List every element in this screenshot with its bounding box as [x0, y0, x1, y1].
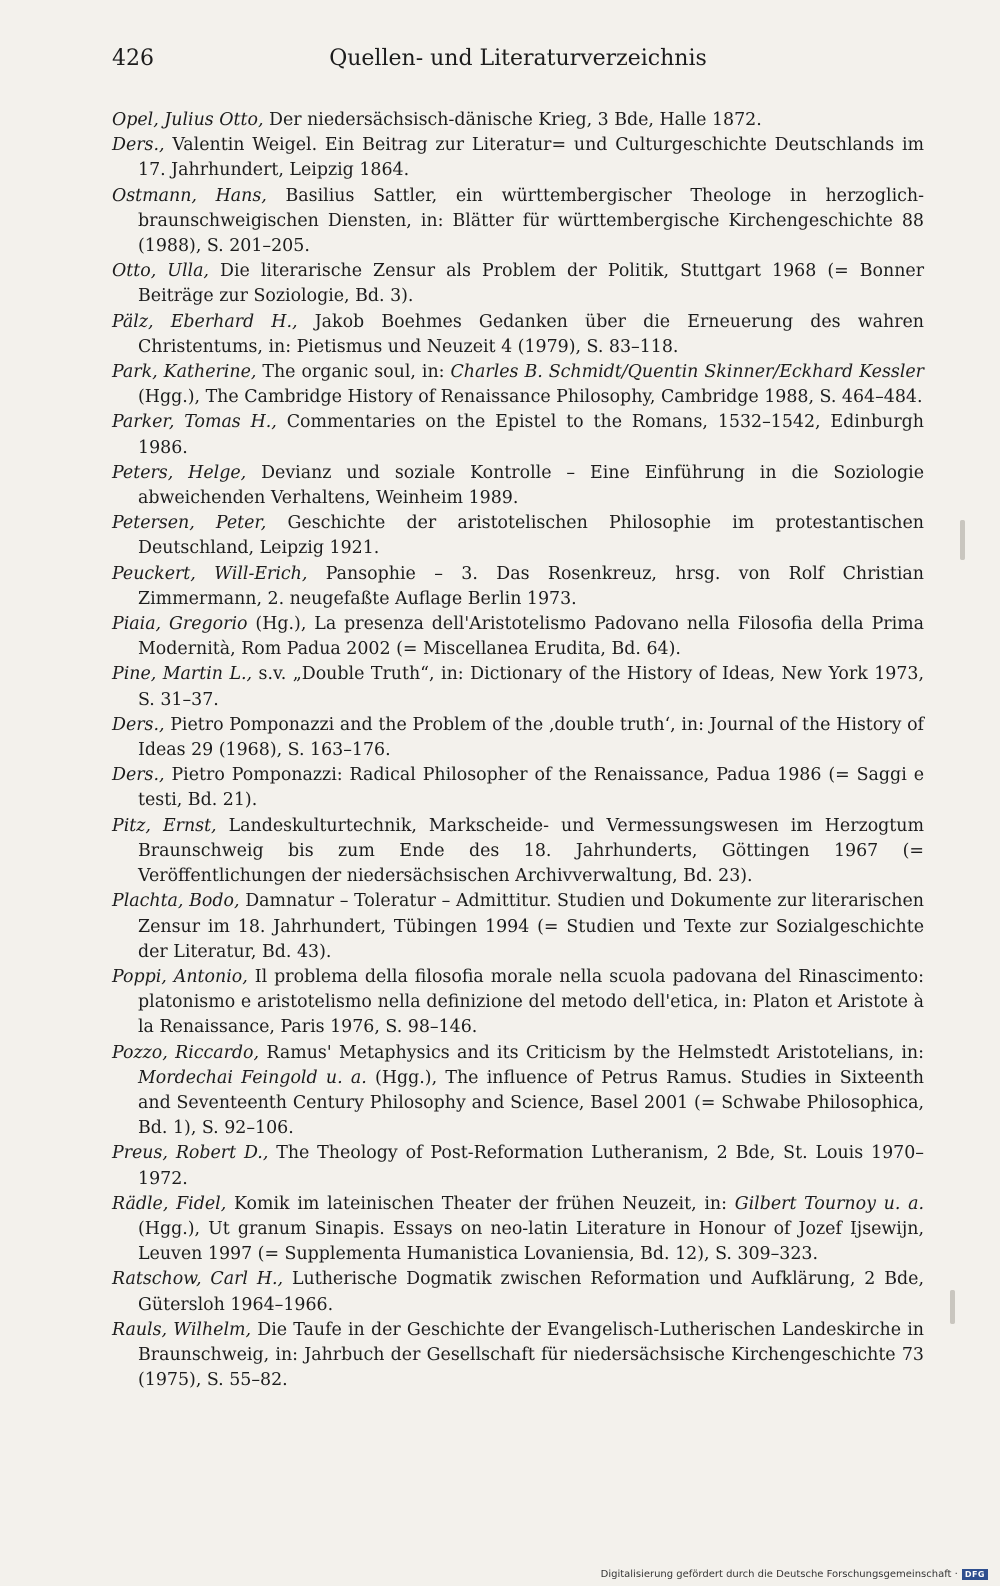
entry-author: Otto, Ulla, — [112, 261, 209, 282]
entry-author: Pälz, Eberhard H., — [112, 311, 298, 332]
entry-text: Der niedersächsisch-dänische Krieg, 3 Bde, Halle 1872. — [263, 110, 762, 130]
entry-author: Pine, Martin L., — [112, 664, 253, 685]
entry-text: Komik im lateinischen Theater der frühen Neuzeit, in: — [226, 1193, 735, 1214]
entry-author: Rädle, Fidel, — [112, 1193, 227, 1214]
entry-text: Pietro Pomponazzi: Radical Philosopher of the Renaissance, Padua 1986 (= Saggi e testi, Bd. 21). — [138, 765, 924, 811]
entry-text: Basilius Sattler, ein württembergischer Theologe in herzoglich-braunschweigischen Diensten, in: Blätter für württembergische Kirchengeschichte 88 (1988), S. 201–205. — [138, 185, 924, 257]
entry-text-continued: (Hgg.), The Cambridge History of Renaissance Philosophy, Cambridge 1988, S. 464–484. — [138, 387, 923, 408]
entry-author: Opel, Julius Otto, — [112, 110, 264, 130]
bibliography-entry — [112, 1041, 924, 1142]
entry-text: Commentaries on the Epistel to the Romans, 1532–1542, Edinburgh 1986. — [138, 412, 924, 458]
entry-author: Rauls, Wilhelm, — [112, 1319, 252, 1340]
entry-text: Damnatur – Toleratur – Admittitur. Studien und Dokumente zur literarischen Zensur im 18. Jahrhundert, Tübingen 1994 (= Studien und Texte zur Sozialgeschichte der Literatur, Bd. 43). — [138, 891, 924, 962]
bibliography-entry — [112, 410, 924, 460]
entry-author: Petersen, Peter, — [112, 513, 267, 534]
bibliography-entry — [112, 713, 924, 763]
entry-text: Ramus' Metaphysics and its Criticism by the Helmstedt Aristotelians, in: — [259, 1042, 924, 1063]
entry-text: Valentin Weigel. Ein Beitrag zur Literatur= und Culturgeschichte Deutschlands im 17. Jahrhundert, Leipzig 1864. — [138, 135, 924, 181]
entry-author: Ders., — [112, 714, 165, 735]
entry-text-continued: (Hgg.), The influence of Petrus Ramus. Studies in Sixteenth and Seventeenth Century Philosophy and Science, Basel 2001 (= Schwabe Philosophica, Bd. 1), S. 92–106. — [138, 1067, 924, 1139]
entry-author: Peuckert, Will-Erich, — [112, 563, 308, 584]
bibliography-entry — [112, 360, 924, 410]
bibliography-entry — [112, 662, 924, 712]
entry-text: Jakob Boehmes Gedanken über die Erneuerung des wahren Christentums, in: Pietismus und Neuzeit 4 (1979), S. 83–118. — [138, 311, 925, 357]
bibliography-entry — [112, 1267, 924, 1317]
entry-text: (Hg.), La presenza dell'Aristotelismo Padovano nella Filosofia della Prima Modernità, Rom Padua 2002 (= Miscellanea Erudita, Bd. 64). — [138, 614, 925, 660]
entry-text: Il problema della filosofia morale nella scuola padovana del Rinascimento: platonismo e aristotelismo nella definizione del metodo dell'etica, in: Platon et Aristote à la Renaissance, Paris 1976, S. 98–146. — [138, 966, 924, 1038]
bibliography-entry — [112, 259, 924, 309]
bibliography-entry — [112, 814, 924, 890]
bibliography-entry — [112, 1141, 924, 1191]
entry-author: Peters, Helge, — [112, 462, 247, 483]
entry-text: Die Taufe in der Geschichte der Evangelisch-Lutherischen Landeskirche in Braunschweig, in: Jahrbuch der Gesellschaft für niedersächsische Kirchengeschichte 73 (1975), S. 55–82. — [138, 1319, 924, 1391]
entry-author: Ratschow, Carl H., — [112, 1269, 284, 1290]
entry-text: Devianz und soziale Kontrolle – Eine Einführung in die Soziologie abweichenden Verhaltens, Weinheim 1989. — [138, 462, 924, 509]
page-header — [112, 46, 924, 86]
entry-text: Die literarische Zensur als Problem der Politik, Stuttgart 1968 (= Bonner Beiträge zur Soziologie, Bd. 3). — [138, 261, 925, 307]
entry-author: Park, Katherine, — [112, 362, 257, 383]
entry-author: Preus, Robert D., — [112, 1143, 269, 1164]
entry-text: Pansophie – 3. Das Rosenkreuz, hrsg. von Rolf Christian Zimmermann, 2. neugefaßte Auflage Berlin 1973. — [138, 563, 924, 609]
entry-text: The Theology of Post-Reformation Lutheranism, 2 Bde, St. Louis 1970–1972. — [138, 1143, 924, 1189]
bibliography-entry — [112, 562, 924, 612]
entry-text-continued: (Hgg.), Ut granum Sinapis. Essays on neo-latin Literature in Honour of Jozef Ijsewijn, Leuven 1997 (= Supplementa Humanistica Lovaniensia, Bd. 12), S. 309–323. — [138, 1218, 924, 1265]
bibliography-entry — [112, 889, 924, 965]
bibliography-entry — [112, 763, 924, 813]
entry-text: Landeskulturtechnik, Markscheide- und Vermessungswesen im Herzogtum Braunschweig bis zum Ende des 18. Jahrhunderts, Göttingen 1967 (= Veröffentlichungen der niedersächsischen Archivverwaltung, Bd. 23). — [138, 815, 924, 887]
entry-author: Parker, Tomas H., — [112, 412, 277, 433]
entry-author: Poppi, Antonio, — [112, 966, 248, 987]
page-number: 426 — [112, 46, 154, 71]
entry-text: s.v. „Double Truth“, in: Dictionary of the History of Ideas, New York 1973, S. 31–37. — [138, 664, 925, 710]
entry-text: Geschichte der aristotelischen Philosophie im protestantischen Deutschland, Leipzig 1921. — [138, 513, 924, 559]
entry-editors: Charles B. Schmidt/Quentin Skinner/Eckhard Kessler — [450, 362, 924, 383]
page-edge-mark — [950, 1290, 955, 1324]
entry-text: Lutherische Dogmatik zwischen Reformation und Aufklärung, 2 Bde, Gütersloh 1964–1966. — [138, 1269, 924, 1315]
bibliography-entry — [112, 612, 924, 662]
bibliography-entry — [112, 1318, 924, 1394]
entry-text: Pietro Pomponazzi and the Problem of the ‚double truth‘, in: Journal of the History of Ideas 29 (1968), S. 163–176. — [138, 714, 924, 761]
entry-author: Ders., — [112, 765, 165, 786]
bibliography-entry — [112, 965, 924, 1041]
bibliography-entry — [112, 108, 924, 133]
entry-author: Pitz, Ernst, — [112, 815, 217, 836]
bibliography-entry — [112, 511, 924, 561]
entry-author: Piaia, Gregorio — [112, 614, 248, 635]
bibliography-entry — [112, 461, 924, 511]
entry-editors: Mordechai Feingold u. a. — [138, 1067, 367, 1088]
footer-credit: Digitalisierung gefördert durch die Deutsche Forschungsgemeinschaft · — [600, 1569, 958, 1580]
entry-author: Pozzo, Riccardo, — [112, 1042, 260, 1063]
bibliography-entry — [112, 184, 924, 260]
digitization-footer — [601, 1569, 988, 1580]
entry-author: Plachta, Bodo, — [112, 891, 240, 912]
entry-author: Ders., — [112, 135, 165, 156]
bibliography-entry — [112, 133, 924, 183]
entry-author: Ostmann, Hans, — [112, 185, 267, 206]
bibliography-entry — [112, 1192, 924, 1268]
entry-editors: Gilbert Tournoy u. a. — [734, 1193, 925, 1214]
entry-text: The organic soul, in: — [256, 362, 451, 383]
bibliography-entry — [112, 310, 924, 360]
bibliography-list — [112, 108, 924, 1393]
running-title: Quellen- und Literaturverzeichnis — [329, 46, 707, 71]
page-edge-mark — [960, 520, 965, 560]
dfg-logo: DFG — [962, 1569, 988, 1580]
